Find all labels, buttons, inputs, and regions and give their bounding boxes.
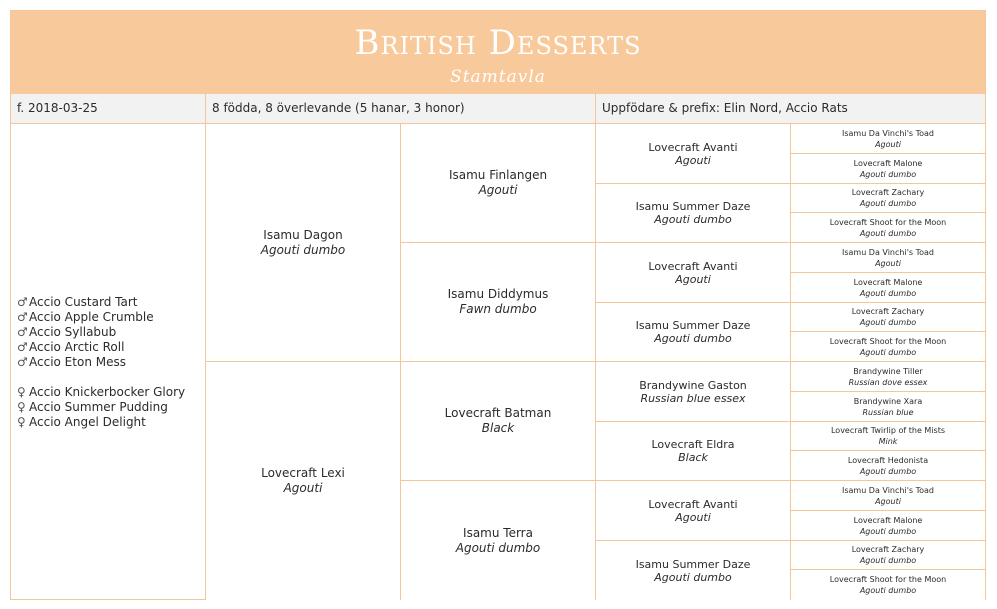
- male-symbol-icon: ♂: [17, 324, 28, 339]
- rat-variety: Agouti dumbo: [859, 526, 917, 536]
- female-symbol-icon: ♀: [17, 399, 26, 414]
- pedigree-cell-gen3: [596, 124, 791, 184]
- pedigree-cell-gen4: [791, 451, 985, 481]
- rat-variety: Black: [481, 421, 515, 435]
- rat-name: Isamu Summer Daze: [635, 557, 751, 571]
- litter-female: [17, 385, 205, 400]
- rat-name: Lovecraft Zachary: [851, 545, 925, 554]
- rat-variety: Fawn dumbo: [459, 302, 537, 316]
- litter-male: [17, 340, 205, 355]
- rat-name: Isamu Da Vinchi's Toad: [841, 247, 935, 257]
- litter-female: [17, 400, 205, 415]
- rat-name: Lovecraft Malone: [853, 158, 923, 168]
- rat-variety: Agouti dumbo: [654, 332, 732, 345]
- rat-variety: Agouti dumbo: [859, 228, 917, 238]
- rat-variety: Agouti dumbo: [260, 242, 346, 257]
- pedigree-cell-gen1: [206, 362, 401, 600]
- rat-name: Brandywine Tiller: [853, 366, 923, 376]
- rat-name: Isamu Da Vinchi's Toad: [841, 485, 935, 495]
- rat-name: Lovecraft Malone: [853, 515, 923, 525]
- pedigree-cell-gen3: [596, 541, 791, 600]
- rat-name: Lovecraft Avanti: [648, 140, 738, 154]
- pedigree-card: [10, 10, 986, 600]
- rat-variety: Agouti: [675, 510, 711, 524]
- rat-name: Brandywine Xara: [853, 396, 923, 406]
- rat-variety: Agouti dumbo: [859, 318, 917, 327]
- header-banner: [11, 11, 985, 94]
- pup-name: Accio Summer Pudding: [29, 399, 168, 414]
- pedigree-cell-gen3: [596, 422, 791, 481]
- pedigree-cell-gen1: [206, 124, 401, 362]
- rat-variety: Agouti: [675, 153, 711, 167]
- litter-separator: [17, 370, 205, 385]
- rat-variety: Agouti dumbo: [859, 556, 917, 565]
- pedigree-cell-gen4: [791, 541, 985, 570]
- rat-variety: Agouti: [875, 139, 901, 149]
- pedigree-cell-gen3: [596, 362, 791, 422]
- rat-variety: Agouti: [478, 183, 518, 197]
- female-symbol-icon: ♀: [17, 384, 26, 399]
- rat-variety: Agouti dumbo: [859, 466, 917, 476]
- rat-variety: Agouti dumbo: [455, 540, 541, 555]
- rat-name: Lovecraft Hedonista: [847, 455, 929, 465]
- pedigree-cell-gen3: [596, 303, 791, 362]
- litter-male: [17, 310, 205, 325]
- litter-list: [11, 124, 206, 600]
- rat-name: Lovecraft Zachary: [851, 307, 925, 316]
- pup-name: Accio Custard Tart: [29, 294, 138, 309]
- pup-name: Accio Knickerbocker Glory: [29, 384, 186, 399]
- page-subtitle: Stamtavla: [450, 67, 546, 87]
- rat-variety: Agouti dumbo: [859, 288, 917, 298]
- rat-name: Lovecraft Avanti: [648, 259, 738, 273]
- pedigree-cell-gen4: [791, 422, 985, 451]
- pedigree-cell-gen2: [401, 124, 596, 243]
- rat-variety: Russian blue essex: [640, 391, 746, 405]
- rat-name: Isamu Terra: [463, 525, 533, 540]
- rat-name: Lovecraft Shoot for the Moon: [829, 217, 947, 227]
- pedigree-cell-gen4: [791, 511, 985, 541]
- pedigree-cell-gen3: [596, 184, 791, 243]
- rat-name: Lovecraft Shoot for the Moon: [829, 575, 947, 584]
- rat-variety: Agouti dumbo: [654, 213, 732, 226]
- pedigree-cell-gen4: [791, 273, 985, 303]
- pedigree-cell-gen4: [791, 481, 985, 511]
- rat-variety: Russian blue: [862, 407, 914, 417]
- pedigree-cell-gen2: [401, 243, 596, 362]
- pup-name: Accio Apple Crumble: [29, 309, 154, 324]
- rat-variety: Black: [678, 451, 708, 464]
- rat-name: Isamu Dagon: [263, 227, 343, 242]
- pup-name: Accio Angel Delight: [29, 414, 146, 429]
- pedigree-cell-gen2: [401, 362, 596, 481]
- rat-name: Brandywine Gaston: [639, 378, 747, 392]
- page-title: British Desserts: [354, 23, 642, 63]
- pedigree-cell-gen4: [791, 184, 985, 213]
- rat-name: Isamu Summer Daze: [635, 200, 751, 213]
- litter-summary: 8 födda, 8 överlevande (5 hanar, 3 honor): [206, 94, 596, 124]
- pedigree-cell-gen4: [791, 124, 985, 154]
- pedigree-cell-gen4: [791, 392, 985, 422]
- pedigree-cell-gen2: [401, 481, 596, 600]
- pedigree-cell-gen4: [791, 303, 985, 332]
- rat-name: Lovecraft Eldra: [651, 438, 735, 451]
- litter-female: [17, 415, 205, 430]
- rat-name: Lovecraft Batman: [444, 406, 552, 420]
- pedigree-cell-gen4: [791, 243, 985, 273]
- rat-name: Lovecraft Twirlip of the Mists: [830, 426, 946, 435]
- pedigree-cell-gen4: [791, 154, 985, 184]
- rat-variety: Agouti dumbo: [654, 570, 732, 584]
- rat-name: Lovecraft Shoot for the Moon: [829, 336, 947, 346]
- rat-name: Lovecraft Malone: [853, 277, 923, 287]
- pup-name: Accio Arctic Roll: [29, 339, 125, 354]
- litter-male: [17, 295, 205, 310]
- rat-name: Lovecraft Avanti: [648, 497, 738, 511]
- litter-male: [17, 325, 205, 340]
- rat-variety: Agouti: [675, 272, 711, 286]
- pedigree-cell-gen3: [596, 243, 791, 303]
- rat-variety: Agouti: [283, 481, 323, 495]
- rat-name: Isamu Summer Daze: [635, 319, 751, 332]
- rat-name: Lovecraft Lexi: [261, 466, 345, 480]
- rat-variety: Agouti dumbo: [859, 586, 917, 595]
- pedigree-cell-gen4: [791, 332, 985, 362]
- pedigree-cell-gen3: [596, 481, 791, 541]
- birth-date: f. 2018-03-25: [11, 94, 206, 124]
- pedigree-cell-gen4: [791, 362, 985, 392]
- male-symbol-icon: ♂: [17, 309, 28, 324]
- rat-name: Isamu Da Vinchi's Toad: [841, 128, 935, 138]
- female-symbol-icon: ♀: [17, 414, 26, 429]
- pup-name: Accio Syllabub: [29, 324, 117, 339]
- rat-variety: Agouti dumbo: [859, 169, 917, 179]
- rat-variety: Agouti dumbo: [859, 347, 917, 357]
- male-symbol-icon: ♂: [17, 354, 28, 369]
- rat-name: Isamu Diddymus: [447, 287, 549, 301]
- rat-variety: Russian dove essex: [848, 377, 928, 387]
- pedigree-cell-gen4: [791, 570, 985, 600]
- rat-name: Lovecraft Zachary: [851, 188, 925, 197]
- pup-name: Accio Eton Mess: [29, 354, 126, 369]
- rat-variety: Agouti dumbo: [859, 199, 917, 208]
- male-symbol-icon: ♂: [17, 294, 28, 309]
- male-symbol-icon: ♂: [17, 339, 28, 354]
- breeder-info: Uppfödare & prefix: Elin Nord, Accio Rats: [596, 94, 985, 124]
- rat-variety: Agouti: [875, 496, 901, 506]
- pedigree-cell-gen4: [791, 213, 985, 243]
- rat-variety: Mink: [878, 437, 898, 446]
- rat-name: Isamu Finlangen: [448, 168, 548, 182]
- rat-variety: Agouti: [875, 258, 901, 268]
- litter-male: [17, 355, 205, 370]
